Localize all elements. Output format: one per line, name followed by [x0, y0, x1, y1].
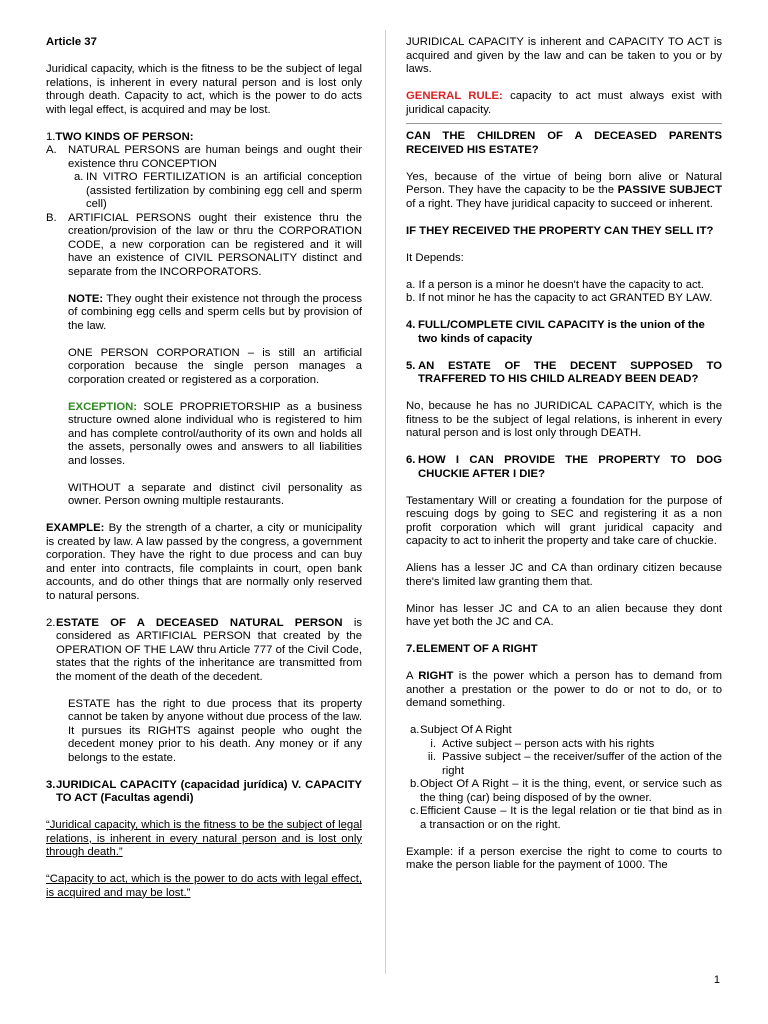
list-item-a [46, 144, 362, 171]
section-body: is considered as ARTIFICIAL PERSON that created by the OPERATION OF THE LAW thru Article 777 of the Civil Code, states that the rights of the inheritance are transmitted from the moment of the death of the decedent. [56, 616, 362, 683]
general-rule-text: capacity to act must always exist with juridical capacity. [406, 90, 723, 116]
example-paragraph [46, 522, 362, 603]
item-text: ARTIFICIAL PERSONS ought their existence thru the creation/provision of the law or thru the CORPORATION CODE, a new corporation can be registered and it will have an existence of CIVIL PERSONALITY distinct and separate from the INCORPORATORS. [68, 211, 362, 278]
element-a-ii [406, 751, 722, 778]
element-b [406, 778, 722, 805]
it-depends: It Depends: [406, 251, 464, 264]
answer-6: Testamentary Will or creating a foundation for the purpose of rescuing dogs by going to SEC and registering it as a non profit corporation which will grant juridical capacity and capacity to act to inherit the property and take care of chuckie. [406, 494, 722, 547]
without-paragraph: WITHOUT a separate and distinct civil personality as owner. Person owning multiple restaurants. [68, 481, 362, 507]
section-7-heading [406, 643, 722, 657]
section-text [56, 617, 362, 685]
item-label: c. [410, 805, 419, 817]
estate-paragraph: ESTATE has the right to due process that its property cannot be taken by anyone without due process of the law. It pursues its RIGHTS against people who ought the decedent money prior to his death. Any money or if any belongs to the estate. [68, 697, 362, 764]
item-text: Active subject – person acts with his rights [442, 737, 655, 750]
section-1-heading [46, 131, 362, 145]
page-number: 1 [713, 974, 720, 986]
item-label: b. [410, 778, 420, 790]
answer-text: Yes, because of the virtue of being born alive or Natural Person. They have the capacity to be the [406, 170, 722, 196]
exception-text: SOLE PROPRIETORSHIP as a business structure owned alone individual who is registered to him and has complete control/authority of its own and holds all the assets, personally owes and answers to all liabilities and losses. [68, 400, 362, 467]
section-title: FULL/COMPLETE CIVIL CAPACITY is the union of the two kinds of capacity [418, 319, 705, 345]
definition-text: A [406, 670, 419, 682]
section-number: 3. [46, 778, 56, 791]
item-text: Passive subject – the receiver/suffer of the action of the right [442, 751, 722, 777]
minor-paragraph: Minor has lesser JC and CA to an alien because they dont have yet both the JC and CA. [406, 602, 722, 628]
item-text: Subject Of A Right [420, 724, 512, 736]
section-title: HOW I CAN PROVIDE THE PROPERTY TO DOG CHUCKIE AFTER I DIE? [418, 454, 722, 480]
section-title: TWO KINDS OF PERSON: [55, 130, 194, 143]
note-text: They ought their existence not through the process of combining egg cells and sperm cells but by provision of the law. [68, 292, 362, 332]
answer-1 [406, 171, 722, 212]
section-number: 4. [406, 319, 416, 331]
note-label: NOTE: [68, 292, 104, 305]
article-heading: Article 37 [46, 36, 97, 48]
item-label: a. [410, 724, 420, 736]
general-rule-label: GENERAL RULE: [406, 90, 503, 102]
depends-b: b. If not minor he has the capacity to act GRANTED BY LAW. [406, 292, 713, 304]
element-a-i [406, 738, 722, 752]
element-a [406, 724, 722, 738]
horizontal-rule [406, 123, 722, 124]
section-number: 1. [46, 130, 56, 143]
answer-text: of a right. They have juridical capacity to succeed or inherent. [406, 197, 713, 210]
one-person-corporation: ONE PERSON CORPORATION – is still an artificial corporation because the single person manages a corporation created or registered as a corporation. [68, 346, 362, 386]
item-label: A. [46, 144, 57, 156]
right-column [406, 36, 722, 886]
example-text: By the strength of a charter, a city or municipality is created by law. A law passed by the congress, a government corporation. They have the right to due process and can buy and enter into contracts, file complaints in court, open bank accounts, and do other things that are normally only reserved to natural persons. [46, 522, 362, 602]
section-number: 7. [406, 643, 416, 655]
item-text: NATURAL PERSONS are human beings and ought their existence thru CONCEPTION [68, 144, 362, 170]
passive-subject: PASSIVE SUBJECT [617, 184, 722, 196]
item-text: Object Of A Right – it is the thing, event, or service such as the thing (car) being disposed of by the owner. [420, 778, 722, 804]
left-column [46, 36, 362, 914]
exception-paragraph [46, 401, 362, 469]
section-title: AN ESTATE OF THE DECENT SUPPOSED TO TRAFFERED TO HIS CHILD ALREADY BEEN DEAD? [418, 359, 722, 385]
jc-paragraph: JURIDICAL CAPACITY is inherent and CAPACITY TO ACT is acquired and given by the law and can be taken to you or by laws. [406, 36, 722, 75]
section-3-heading [46, 779, 362, 806]
note-paragraph [46, 293, 362, 334]
example-label: EXAMPLE: [46, 522, 105, 534]
section-number: 5. [406, 359, 416, 372]
right-definition [406, 670, 722, 711]
list-item-b [46, 212, 362, 280]
example-paragraph: Example: if a person exercise the right to come to courts to make the person liable for the payment of 1000. The [406, 845, 722, 871]
item-label: i. [430, 737, 436, 750]
depends-a: a. If a person is a minor he doesn't have the capacity to act. [406, 278, 704, 291]
right-term: RIGHT [418, 670, 454, 682]
section-number: 6. [406, 454, 416, 466]
item-label: ii. [427, 751, 436, 763]
question-2: IF THEY RECEIVED THE PROPERTY CAN THEY SELL IT? [406, 224, 714, 237]
capacity-quote: “Capacity to act, which is the power to do acts with legal effect, is acquired and may be lost.” [46, 873, 362, 899]
general-rule-paragraph [406, 90, 722, 117]
question-1: CAN THE CHILDREN OF A DECEASED PARENTS RECEIVED HIS ESTATE? [406, 130, 722, 156]
item-label: B. [46, 211, 57, 224]
aliens-paragraph: Aliens has a lesser JC and CA than ordinary citizen because there's limited law granting them that. [406, 562, 722, 588]
definition-text: is the power which a person has to demand from another a prestation or the power to do or not to do, or to demand something. [406, 670, 722, 709]
section-title: ESTATE OF A DECEASED NATURAL PERSON [56, 616, 343, 629]
column-divider [385, 30, 386, 974]
section-title: ELEMENT OF A RIGHT [416, 643, 538, 655]
answer-5: No, because he has no JURIDICAL CAPACITY, which is the fitness to be the subject of legal relations, is inherent in every natural person and is lost only through DEATH. [406, 400, 722, 439]
item-text: Efficient Cause – It is the legal relation or tie that bind as in a transaction or on the right. [420, 805, 722, 831]
element-c [406, 805, 722, 832]
section-4-heading [406, 319, 722, 346]
list-item-a-sub [46, 171, 362, 212]
section-6-heading [406, 454, 722, 481]
exception-label: EXCEPTION: [68, 400, 138, 413]
section-title: JURIDICAL CAPACITY (capacidad jurídica) V. CAPACITY TO ACT (Facultas agendi) [56, 778, 362, 804]
section-5-heading [406, 360, 722, 387]
section-2 [46, 617, 362, 685]
item-label: a. [74, 171, 84, 183]
intro-paragraph: Juridical capacity, which is the fitness to be the subject of legal relations, is inherent in every natural person and is lost only through death. Capacity to act, which is the power to do acts with legal effect, is acquired and may be lost. [46, 63, 362, 116]
item-text: IN VITRO FERTILIZATION is an artificial conception (assisted fertilization by combining egg cell and sperm cell) [86, 171, 362, 210]
section-number: 2. [46, 616, 56, 629]
juridical-quote: “Juridical capacity, which is the fitness to be the subject of legal relations, is inherent in every natural person and is lost only through death.” [46, 819, 362, 858]
